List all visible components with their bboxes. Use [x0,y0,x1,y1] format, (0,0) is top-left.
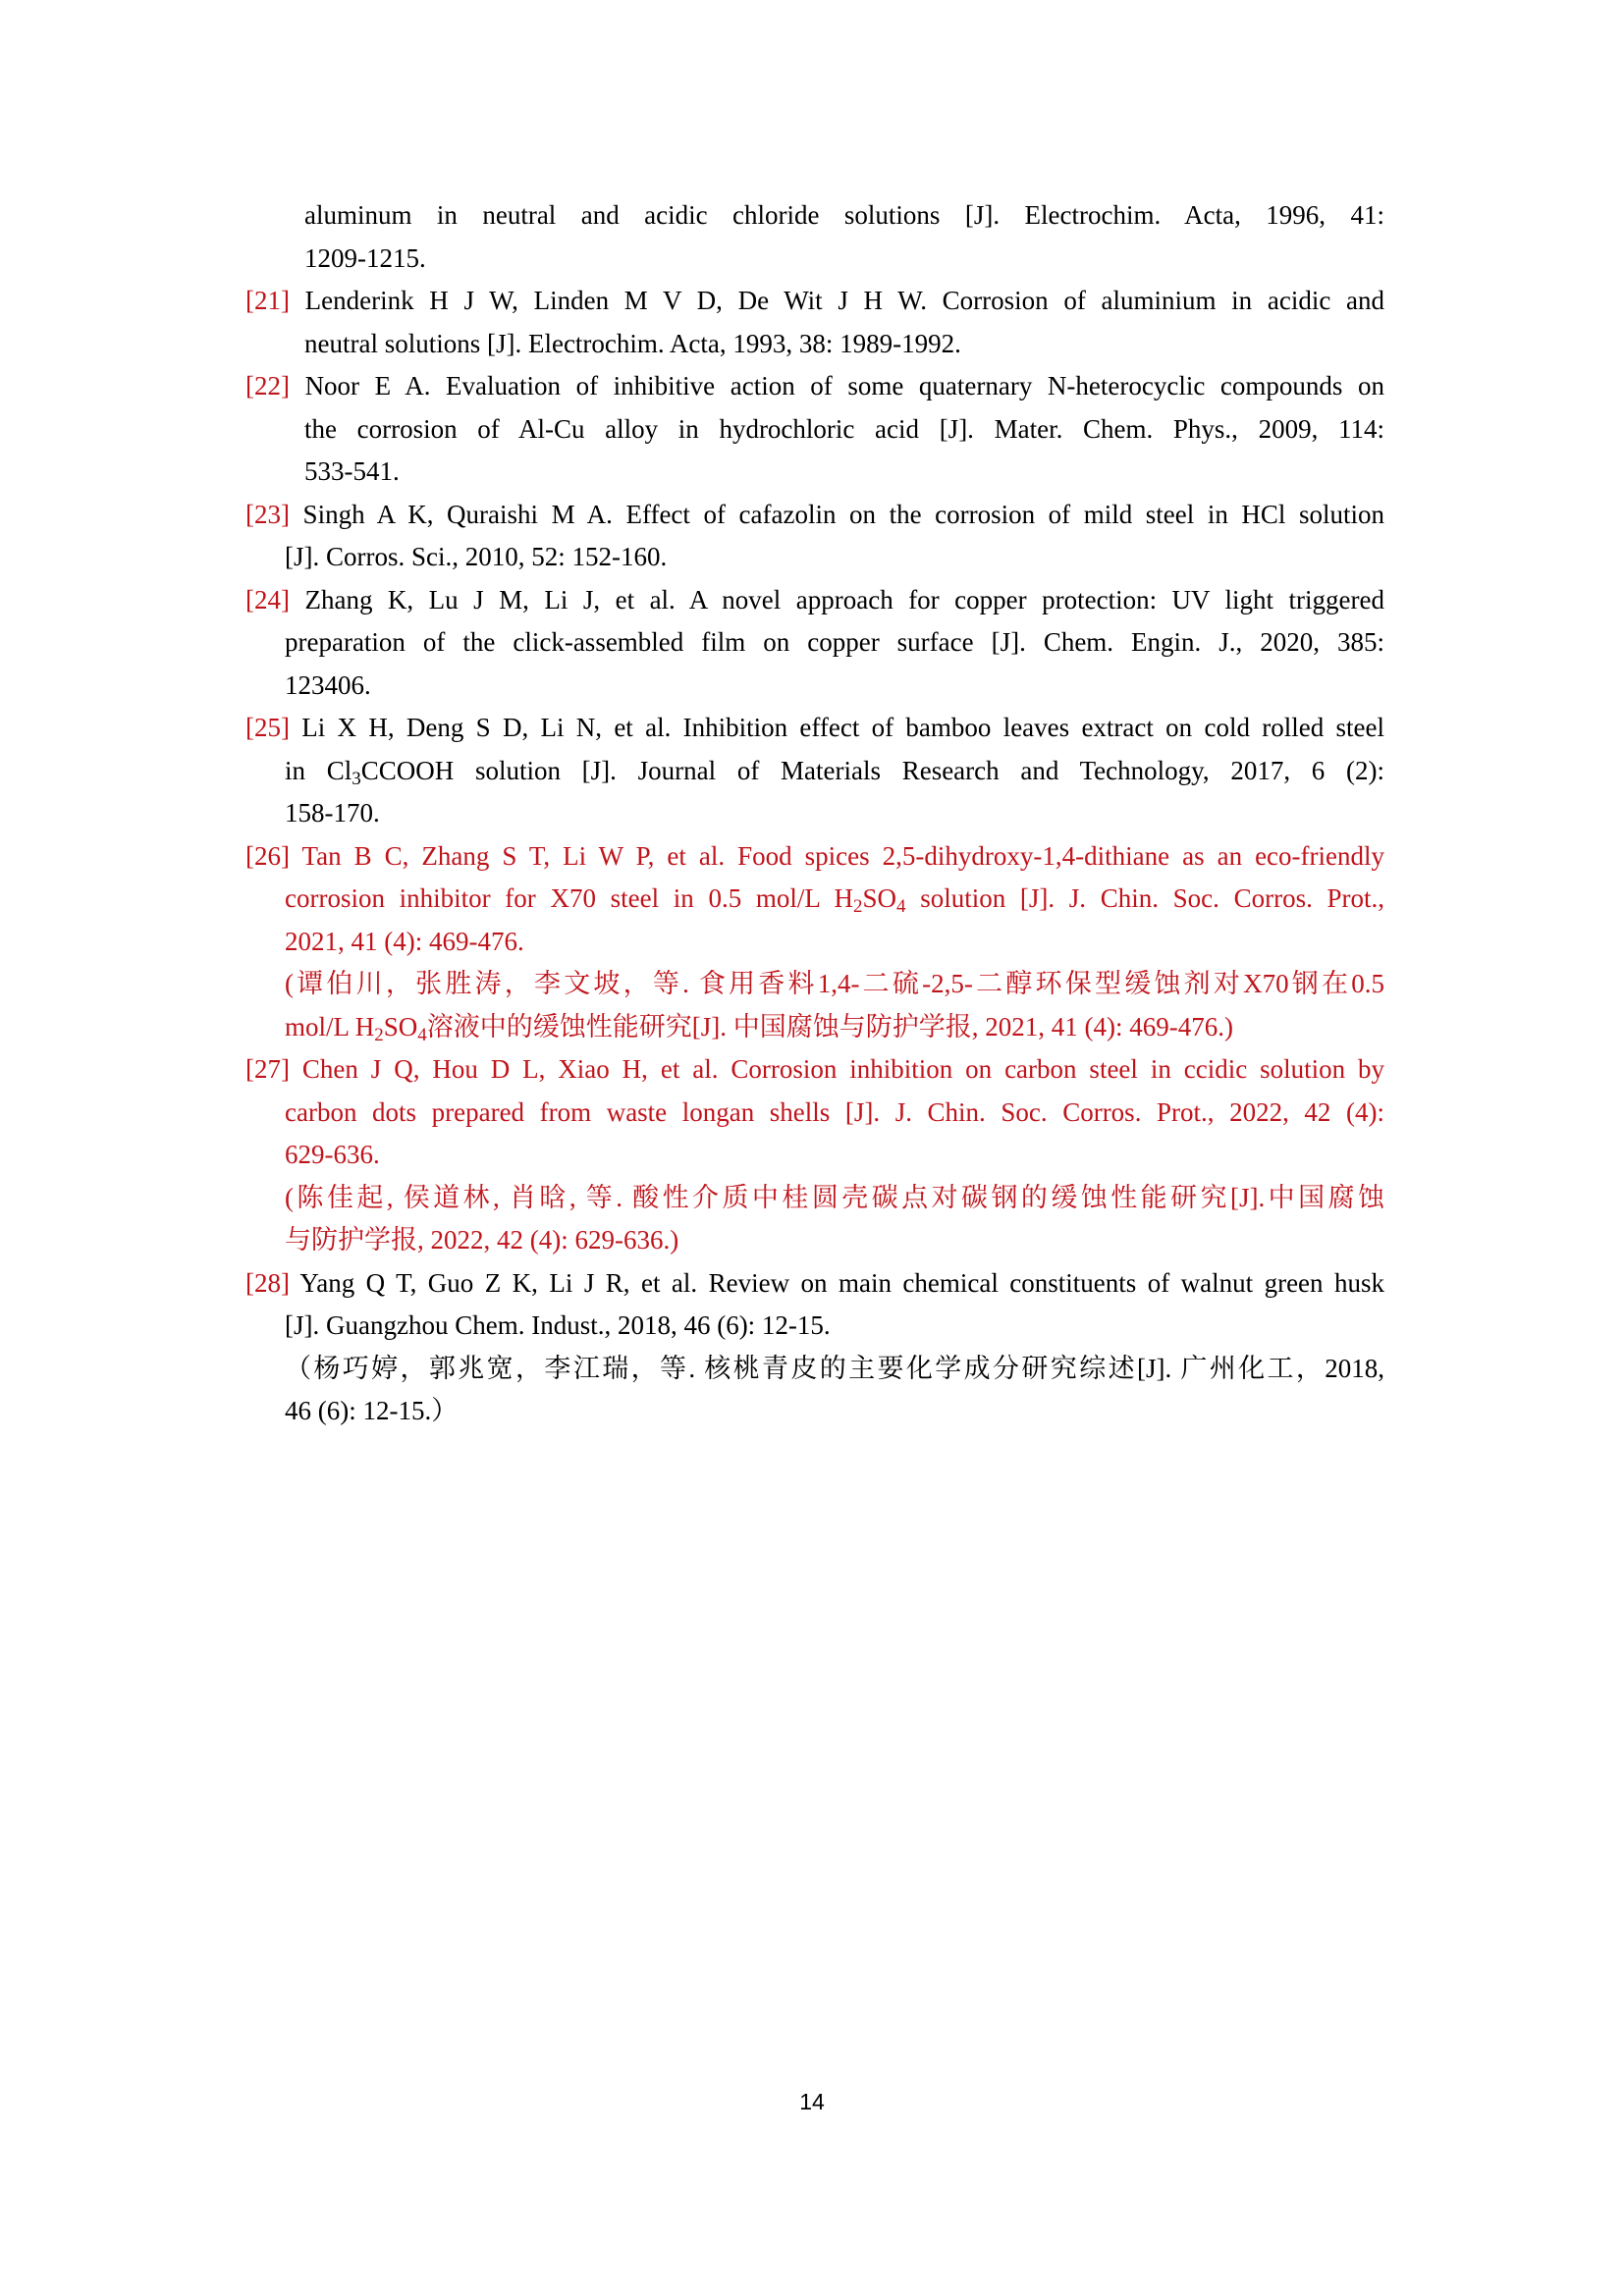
reference-line: [J]. Guangzhou Chem. Indust., 2018, 46 (6): 12-15. [285,1310,831,1340]
reference-line: 158-170. [285,798,380,828]
reference-line-chinese: 与防护学报, 2022, 42 (4): 629-636.) [285,1225,679,1255]
reference-text: Zhang K, Lu J M, Li J, et al. A novel approach for copper protection: UV light triggered [289,584,1384,614]
reference-20-continued [245,194,1384,280]
reference-line: 2021, 41 (4): 469-476. [285,926,524,956]
reference-line: aluminum in neutral and acidic chloride solutions [J]. Electrochim. Acta, 1996, 41: [304,200,1384,230]
reference-line [245,835,1384,879]
reference-line [245,1262,1384,1306]
reference-text: Singh A K, Quraishi M A. Effect of cafazolin on the corrosion of mild steel in HCl solution [289,499,1384,529]
page-number: 14 [799,2089,825,2114]
subscript: 4 [896,896,906,917]
reference-number: [27] [245,1054,290,1084]
reference-24 [245,579,1384,708]
reference-line [245,494,1384,537]
reference-line [245,878,1384,921]
subscript: 4 [417,1024,427,1045]
reference-line [245,707,1384,750]
reference-line: [J]. Corros. Sci., 2010, 52: 152-160. [285,542,668,571]
reference-line [245,579,1384,622]
reference-text: Noor E A. Evaluation of inhibitive action of some quaternary N-heterocyclic compounds on [289,371,1384,400]
reference-line-chinese: 46 (6): 12-15.） [285,1396,459,1425]
reference-text: corrosion inhibitor for X70 steel in 0.5 mol/L H [285,883,854,913]
reference-line-chinese [245,1006,1384,1049]
reference-number: [25] [245,713,290,742]
reference-27 [245,1048,1384,1262]
reference-text: Chen J Q, Hou D L, Xiao H, et al. Corrosion inhibition on carbon steel in ccidic solution by [289,1054,1384,1084]
reference-line-chinese: (陈佳起, 侯道林, 肖晗, 等. 酸性介质中桂圆壳碳点对碳钢的缓蚀性能研究[J].中国腐蚀 [285,1182,1384,1212]
reference-text: Li X H, Deng S D, Li N, et al. Inhibition effect of bamboo leaves extract on cold rolled steel [289,713,1384,742]
reference-line [245,1048,1384,1092]
reference-number: [22] [245,371,290,400]
reference-text: Yang Q T, Guo Z K, Li J R, et al. Review on main chemical constituents of walnut green husk [289,1267,1384,1298]
subscript: 2 [374,1024,384,1045]
reference-text: solution [J]. J. Chin. Soc. Corros. Prot., [905,883,1384,913]
reference-line: 629-636. [285,1140,380,1169]
reference-list [245,194,1384,1433]
reference-line: 123406. [285,669,371,700]
reference-text: Lenderink H J W, Linden M V D, De Wit J H W. Corrosion of aluminium in acidic and [289,286,1384,315]
reference-text: CCOOH solution [J]. Journal of Materials Research and Technology, 2017, 6 (2): [360,755,1385,785]
reference-number: [26] [245,840,290,871]
reference-line-chinese: (谭伯川，张胜涛，李文坡，等. 食用香料1,4-二硫-2,5-二醇环保型缓蚀剂对X70钢在0.5 [285,969,1384,998]
reference-number: [23] [245,499,290,529]
reference-line: neutral solutions [J]. Electrochim. Acta, 1993, 38: 1989-1992. [304,328,961,358]
reference-line [245,280,1384,323]
reference-line-chinese: （杨巧婷，郭兆宽，李江瑞，等. 核桃青皮的主要化学成分研究综述[J]. 广州化工，2018, [285,1353,1384,1383]
reference-21 [245,280,1384,365]
reference-line: the corrosion of Al-Cu alloy in hydrochloric acid [J]. Mater. Chem. Phys., 2009, 114: [304,413,1384,444]
reference-23 [245,494,1384,579]
reference-number: [21] [245,286,290,315]
reference-line: 533-541. [304,456,400,486]
reference-line [245,365,1384,408]
reference-text: in Cl [285,755,352,785]
subscript: 2 [853,896,863,917]
reference-text: 溶液中的缓蚀性能研究[J]. 中国腐蚀与防护学报, 2021, 41 (4): 469-476.) [426,1011,1233,1041]
reference-text: SO [383,1011,418,1041]
reference-number: [28] [245,1267,290,1298]
reference-line: 1209-1215. [304,242,426,273]
reference-26 [245,835,1384,1049]
reference-22 [245,365,1384,494]
reference-line: preparation of the click-assembled film on copper surface [J]. Chem. Engin. J., 2020, 385: [285,627,1384,657]
subscript: 3 [352,768,361,789]
reference-25 [245,707,1384,835]
reference-28 [245,1262,1384,1433]
reference-text: mol/L H [285,1011,375,1041]
reference-line: carbon dots prepared from waste longan shells [J]. J. Chin. Soc. Corros. Prot., 2022, 42 (4): [285,1096,1384,1127]
reference-number: [24] [245,584,290,614]
reference-text: Tan B C, Zhang S T, Li W P, et al. Food spices 2,5-dihydroxy-1,4-dithiane as an eco-friendly [289,840,1384,871]
reference-text: SO [862,883,897,913]
reference-line [245,750,1384,793]
